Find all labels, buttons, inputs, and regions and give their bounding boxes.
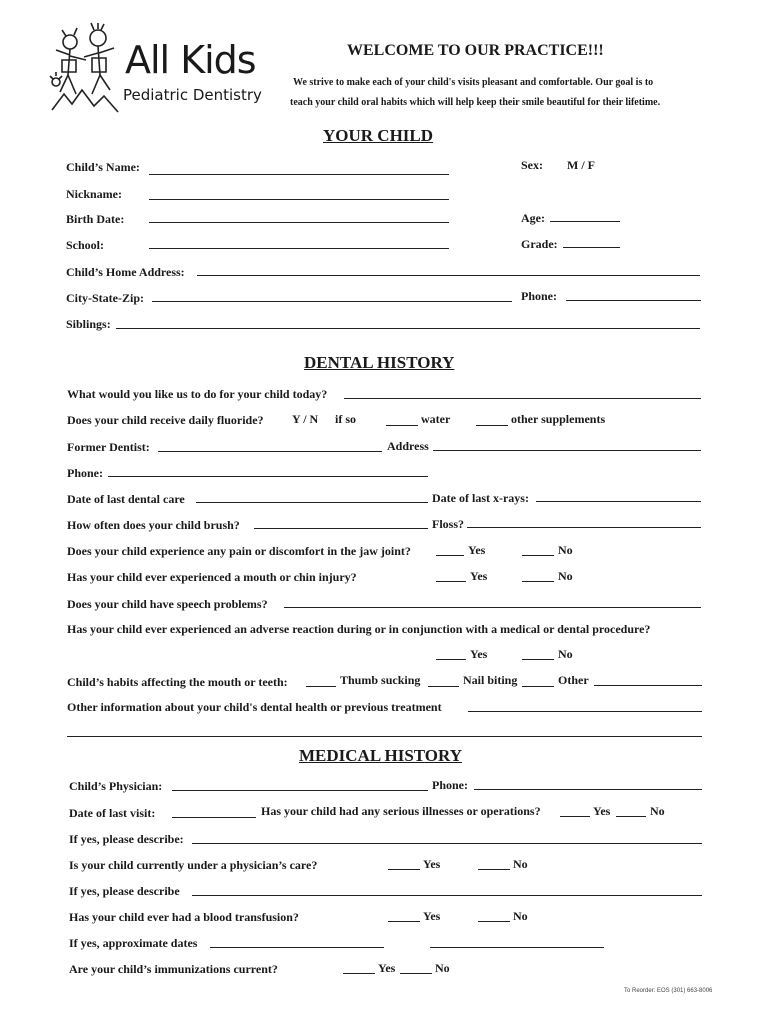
birth-date-label: Birth Date: — [66, 212, 125, 226]
grade-label: Grade: — [521, 237, 558, 251]
physician-care-question: Is your child currently under a physician’s care? — [69, 858, 318, 872]
other-info-label: Other information about your child's dental health or previous treatment — [67, 700, 442, 714]
habits-label: Child’s habits affecting the mouth or teeth: — [67, 675, 288, 689]
illness-no-label: No — [650, 804, 665, 818]
childs-name-label: Child’s Name: — [66, 160, 140, 174]
logo-name: All Kids — [125, 38, 256, 82]
logo-subtitle: Pediatric Dentistry — [123, 86, 262, 104]
welcome-heading: WELCOME TO OUR PRACTICE!!! — [347, 42, 604, 59]
adverse-no-field[interactable] — [522, 659, 554, 660]
illness-question: Has your child had any serious illnesses or operations? — [261, 804, 541, 818]
injury-yes-label: Yes — [470, 569, 488, 583]
phone-field[interactable] — [566, 300, 701, 301]
adverse-yes-field[interactable] — [436, 659, 466, 660]
phone-label: Phone: — [521, 289, 557, 303]
physician-label: Child’s Physician: — [69, 779, 163, 793]
immunizations-no-field[interactable] — [400, 973, 432, 974]
injury-yes-field[interactable] — [436, 581, 466, 582]
grade-field[interactable] — [563, 247, 620, 248]
habit-other-field[interactable] — [594, 685, 702, 686]
transfusion-yes-field[interactable] — [388, 921, 420, 922]
immunizations-yes-label: Yes — [378, 961, 396, 975]
reorder-note: To Reorder: EOS (301) 663-8006 — [624, 988, 713, 994]
sex-label: Sex: — [521, 158, 543, 172]
illness-no-field[interactable] — [616, 816, 646, 817]
dentist-address-label: Address — [387, 439, 429, 453]
if-so-label: if so — [335, 412, 356, 426]
dentist-phone-label: Phone: — [67, 466, 103, 480]
illness-describe-label: If yes, please describe: — [69, 832, 184, 846]
jaw-no-label: No — [558, 543, 573, 557]
siblings-field[interactable] — [116, 328, 700, 329]
dentist-phone-field[interactable] — [108, 476, 428, 477]
age-label: Age: — [521, 211, 545, 225]
supplements-field[interactable] — [476, 425, 508, 426]
transfusion-dates-label: If yes, approximate dates — [69, 936, 198, 950]
school-field[interactable] — [149, 248, 449, 249]
last-visit-label: Date of last visit: — [69, 806, 156, 820]
dentist-address-field[interactable] — [433, 450, 701, 451]
illness-yes-field[interactable] — [560, 816, 590, 817]
water-field[interactable] — [386, 425, 418, 426]
other-info-field[interactable] — [468, 711, 702, 712]
former-dentist-label: Former Dentist: — [67, 440, 150, 454]
jaw-yes-field[interactable] — [436, 555, 464, 556]
water-label: water — [421, 412, 451, 426]
fluoride-question: Does your child receive daily fluoride? — [67, 413, 264, 427]
care-yes-label: Yes — [423, 857, 441, 871]
speech-field[interactable] — [284, 607, 701, 608]
transfusion-no-label: No — [513, 909, 528, 923]
today-field[interactable] — [344, 398, 701, 399]
illness-yes-label: Yes — [593, 804, 611, 818]
transfusion-dates-field-2[interactable] — [430, 947, 604, 948]
last-xrays-label: Date of last x-rays: — [432, 491, 529, 505]
jaw-yes-label: Yes — [468, 543, 486, 557]
thumb-field[interactable] — [306, 686, 336, 687]
last-dental-care-field[interactable] — [196, 502, 428, 503]
physician-phone-field[interactable] — [474, 789, 702, 790]
injury-no-label: No — [558, 569, 573, 583]
brush-question: How often does your child brush? — [67, 518, 240, 532]
last-xrays-field[interactable] — [536, 501, 701, 502]
birth-date-field[interactable] — [149, 222, 449, 223]
nickname-label: Nickname: — [66, 187, 122, 201]
adverse-question: Has your child ever experienced an adverse reaction during or in conjunction with a medical or dental procedure? — [67, 622, 651, 636]
care-describe-field[interactable] — [192, 895, 702, 896]
brush-field[interactable] — [254, 528, 428, 529]
city-state-zip-field[interactable] — [152, 301, 512, 302]
speech-question: Does your child have speech problems? — [67, 597, 268, 611]
physician-field[interactable] — [172, 790, 428, 791]
nickname-field[interactable] — [149, 199, 449, 200]
other-supplements-label: other supplements — [511, 412, 606, 426]
immunizations-question: Are your child’s immunizations current? — [69, 962, 278, 976]
floss-field[interactable] — [467, 527, 701, 528]
adverse-yes-label: Yes — [470, 647, 488, 661]
immunizations-yes-field[interactable] — [343, 973, 375, 974]
intro-line-2: teach your child oral habits which will help keep their smile beautiful for their lifetime. — [290, 97, 661, 108]
former-dentist-field[interactable] — [158, 451, 382, 452]
care-no-label: No — [513, 857, 528, 871]
home-address-label: Child’s Home Address: — [66, 265, 185, 279]
nail-biting-label: Nail biting — [463, 673, 518, 687]
childs-name-field[interactable] — [149, 174, 449, 175]
habit-other-check[interactable] — [522, 686, 554, 687]
today-question: What would you like us to do for your child today? — [67, 387, 328, 401]
siblings-label: Siblings: — [66, 317, 111, 331]
transfusion-yes-label: Yes — [423, 909, 441, 923]
sex-options[interactable]: M / F — [567, 158, 595, 172]
adverse-no-label: No — [558, 647, 573, 661]
floss-label: Floss? — [432, 517, 465, 531]
transfusion-dates-field[interactable] — [210, 947, 384, 948]
section-title-medical-history: MEDICAL HISTORY — [299, 746, 462, 765]
jaw-no-field[interactable] — [522, 555, 554, 556]
section-title-your-child: YOUR CHILD — [323, 126, 434, 145]
last-dental-care-label: Date of last dental care — [67, 492, 185, 506]
immunizations-no-label: No — [435, 961, 450, 975]
transfusion-no-field[interactable] — [478, 921, 510, 922]
care-describe-label: If yes, please describe — [69, 884, 180, 898]
last-visit-field[interactable] — [172, 817, 256, 818]
injury-question: Has your child ever experienced a mouth or chin injury? — [67, 570, 357, 584]
care-no-field[interactable] — [478, 869, 510, 870]
city-state-zip-label: City-State-Zip: — [66, 291, 144, 305]
school-label: School: — [66, 238, 105, 252]
jaw-question: Does your child experience any pain or discomfort in the jaw joint? — [67, 544, 411, 558]
fluoride-yn[interactable]: Y / N — [292, 412, 319, 426]
illness-describe-field[interactable] — [192, 843, 702, 844]
transfusion-question: Has your child ever had a blood transfusion? — [69, 910, 299, 924]
home-address-field[interactable] — [197, 275, 700, 276]
other-info-field-2[interactable] — [67, 736, 702, 737]
physician-phone-label: Phone: — [432, 778, 468, 792]
nail-field[interactable] — [428, 686, 459, 687]
habit-other-label: Other — [558, 673, 589, 687]
section-title-dental-history: DENTAL HISTORY — [304, 353, 455, 372]
thumb-sucking-label: Thumb sucking — [340, 673, 421, 687]
care-yes-field[interactable] — [388, 869, 420, 870]
age-field[interactable] — [550, 221, 620, 222]
kids-drawing-icon — [48, 20, 123, 118]
intro-line-1: We strive to make each of your child's visits pleasant and comfortable. Our goal is to — [293, 77, 654, 88]
injury-no-field[interactable] — [522, 581, 554, 582]
